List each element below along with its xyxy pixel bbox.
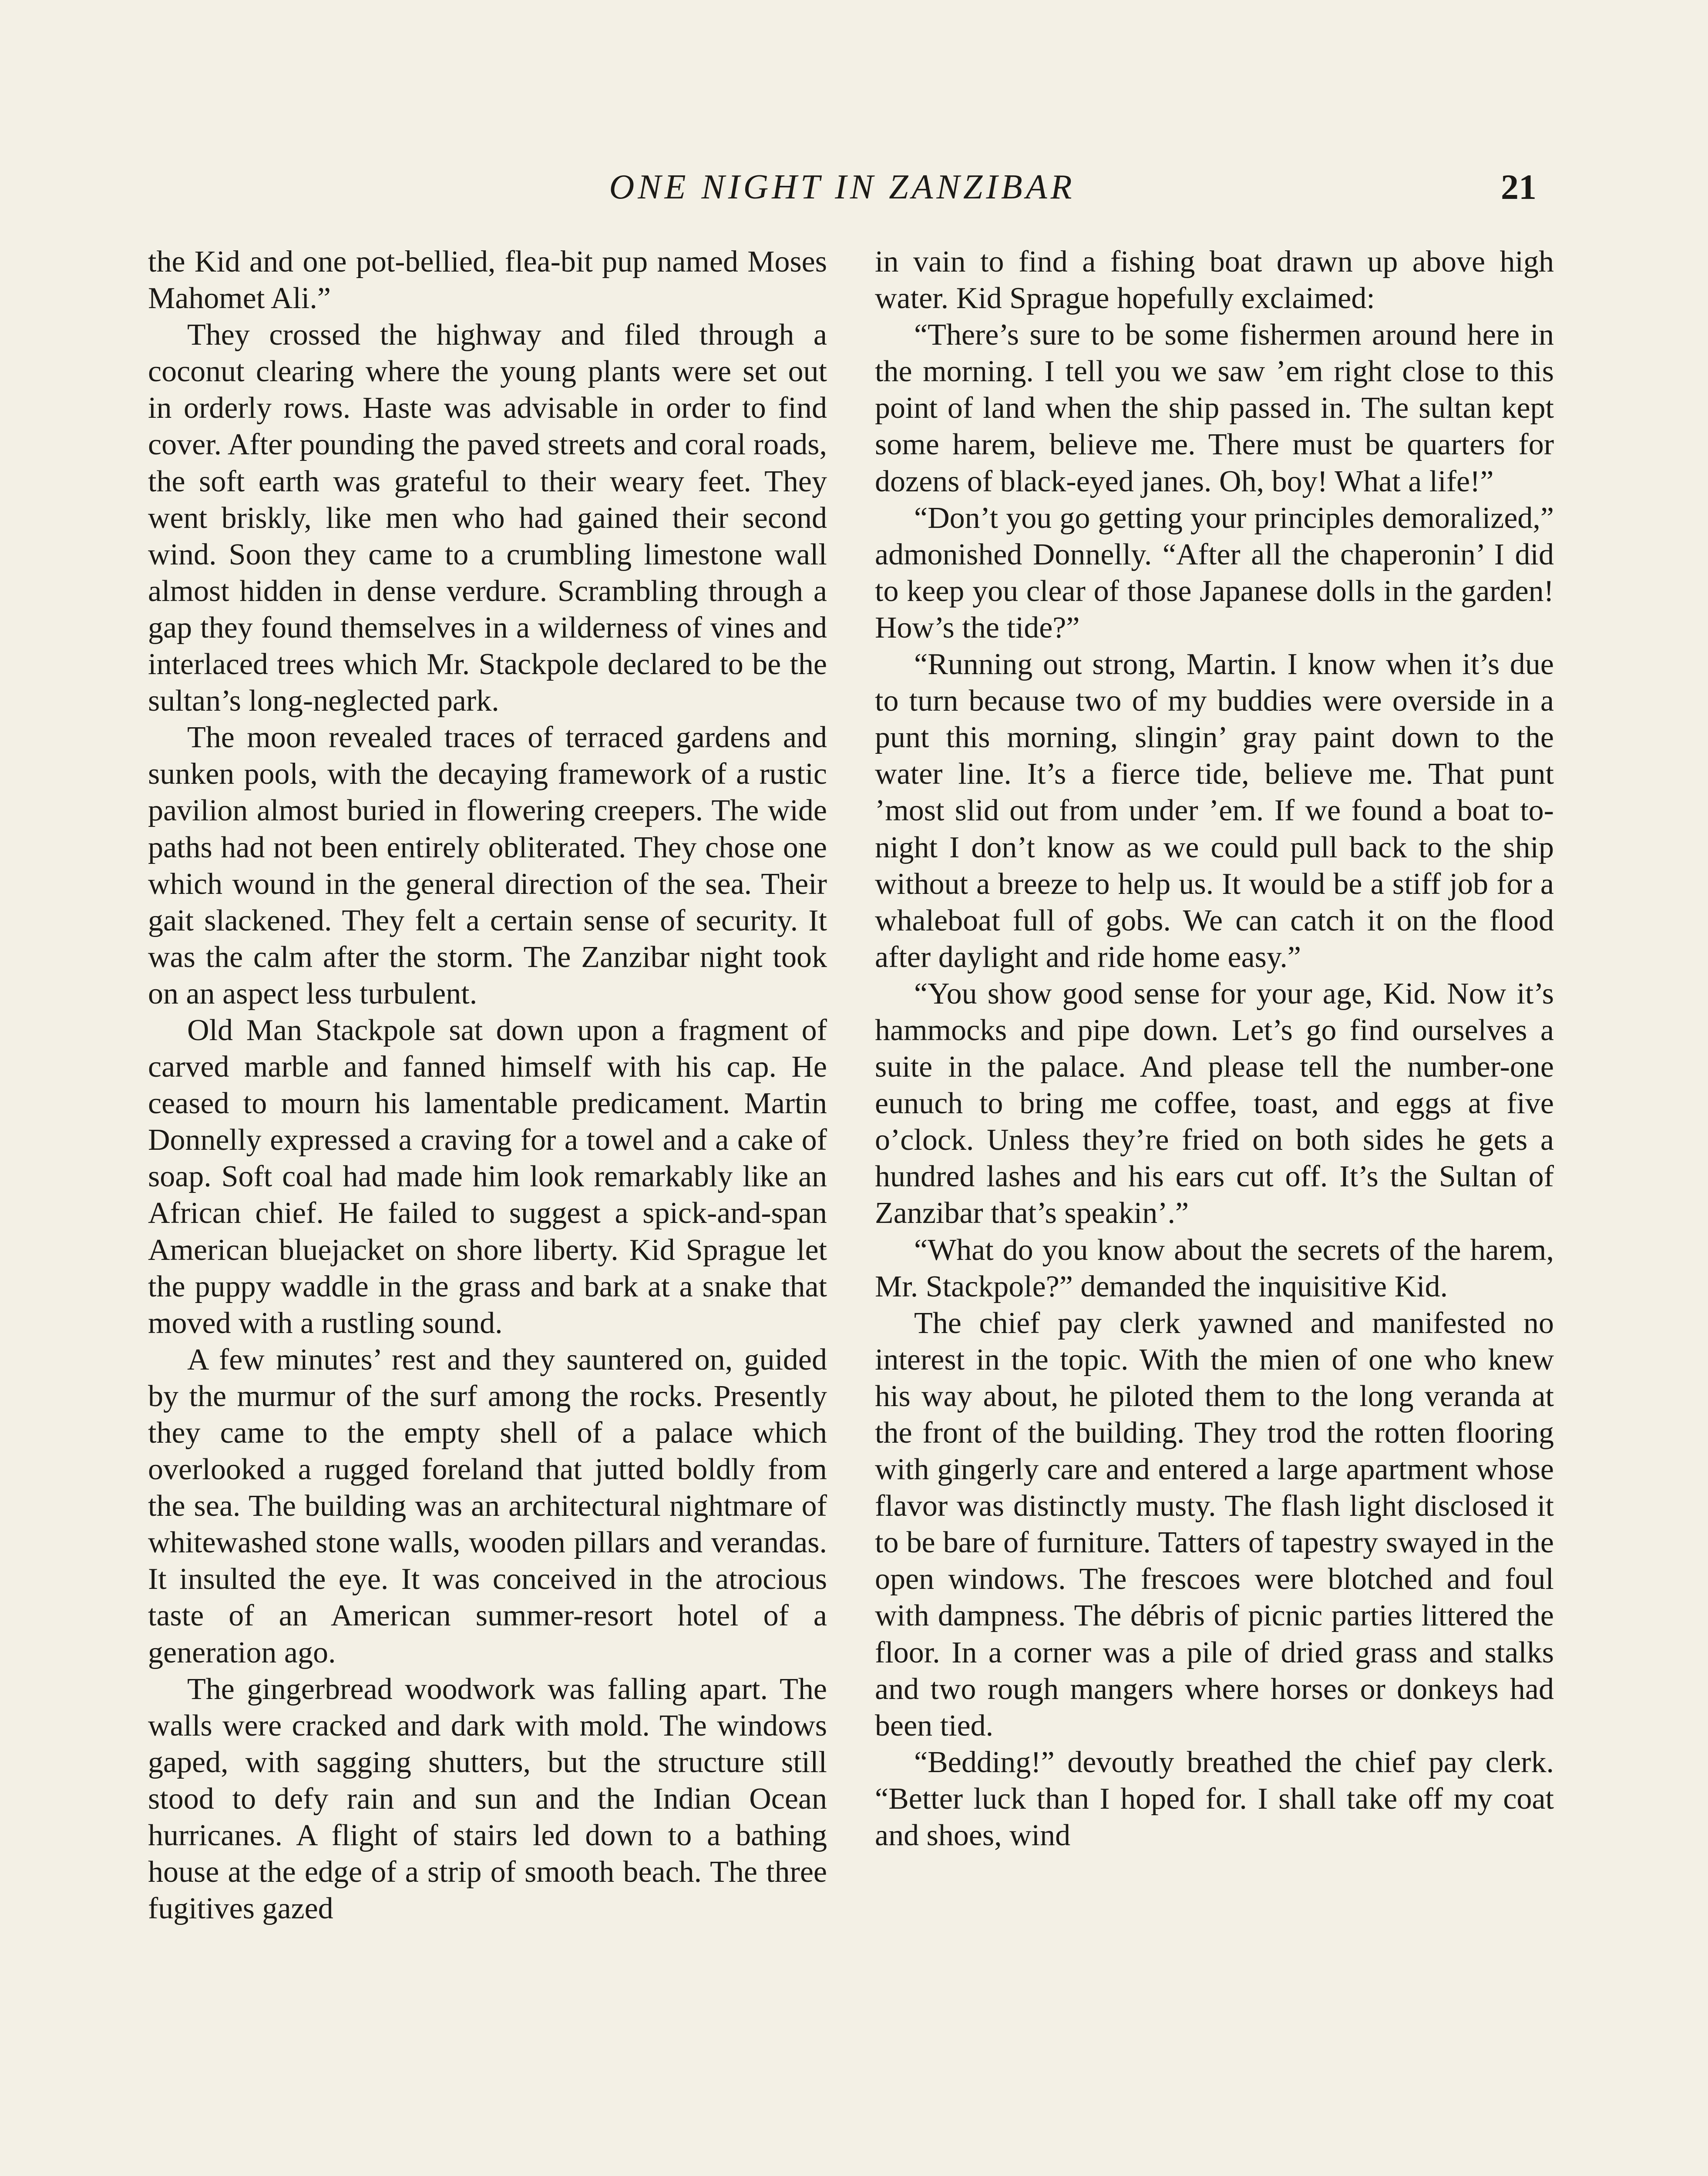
paragraph: They crossed the highway and filed through a coconut clearing where the young plants were set out in orderly rows. Haste was advisable in order to find cover. After pounding the paved streets and coral roads, the soft earth was grateful to their weary feet. They went briskly, like men who had gained their second wind. Soon they came to a crumbling limestone wall almost hidden in dense verdure. Scrambling through a gap they found themselves in a wilderness of vines and interlaced trees which Mr. Stackpole declared to be the sultan’s long-neglected park. (148, 318, 827, 718)
paragraph: Old Man Stackpole sat down upon a fragment of carved marble and fanned himself with his cap. He ceased to mourn his lamentable predicament. Martin Donnelly expressed a craving for a towel and a cake of soap. Soft coal had made him look remarkably like an African chief. He failed to suggest a spick-and-span American bluejacket on shore liberty. Kid Sprague let the puppy waddle in the grass and bark at a snake that moved with a rustling sound. (148, 1013, 827, 1340)
paragraph: The moon revealed traces of terraced gardens and sunken pools, with the decaying framework of a rustic pavilion almost buried in flowering creepers. The wide paths had not been entirely obliterated. They chose one which wound in the general direction of the sea. Their gait slackened. They felt a certain sense of security. It was the calm after the storm. The Zanzibar night took on an aspect less turbulent. (148, 721, 827, 1011)
paragraph: “What do you know about the secrets of the harem, Mr. Stackpole?” demanded the inquisitive Kid. (875, 1233, 1554, 1303)
paragraph: The chief pay clerk yawned and manifested no interest in the topic. With the mien of one who knew his way about, he piloted them to the long veranda at the front of the building. They trod the rotten flooring with gingerly care and entered a large apartment whose flavor was distinctly musty. The flash light disclosed it to be bare of furniture. Tatters of tapestry swayed in the open windows. The frescoes were blotched and foul with dampness. The débris of picnic parties littered the floor. In a corner was a pile of dried grass and stalks and two rough mangers where horses or donkeys had been tied. (875, 1306, 1554, 1743)
page-header (148, 163, 1537, 215)
paragraph: “Running out strong, Martin. I know when it’s due to turn because two of my buddies were overside in a punt this morning, slingin’ gray paint down to the water line. It’s a fierce tide, believe me. That punt ’most slid out from under ’em. If we found a boat to-night I don’t know as we could pull back to the ship without a breeze to help us. It would be a stiff job for a whaleboat full of gobs. We can catch it on the flood after daylight and ride home easy.” (875, 648, 1554, 974)
paragraph: “Don’t you go getting your principles demoralized,” admonished Donnelly. “After all the chaperonin’ I did to keep you clear of those Japanese dolls in the garden! How’s the tide?” (875, 501, 1554, 645)
page-number: 21 (1501, 167, 1537, 207)
paragraph: the Kid and one pot-bellied, flea-bit pup named Moses Mahomet Ali.” (148, 245, 827, 316)
paragraph: A few minutes’ rest and they sauntered on, guided by the murmur of the surf among the rocks. Presently they came to the empty shell of a palace which overlooked a rugged foreland that jutted boldly from the sea. The building was an architectural nightmare of whitewashed stone walls, wooden pillars and verandas. It insulted the eye. It was conceived in the atrocious taste of an American summer-resort hotel of a generation ago. (148, 1343, 827, 1669)
paragraph: The gingerbread woodwork was falling apart. The walls were cracked and dark with mold. The windows gaped, with sagging shutters, but the structure still stood to defy rain and sun and the Indian Ocean hurricanes. A flight of stairs led down to a bathing house at the edge of a strip of smooth beach. The three fugitives gazed (148, 1672, 827, 1926)
paragraph: “You show good sense for your age, Kid. Now it’s hammocks and pipe down. Let’s go find ourselves a suite in the palace. And please tell the number-one eunuch to bring me coffee, toast, and eggs at five o’clock. Unless they’re fried on both sides he gets a hundred lashes and his ears cut off. It’s the Sultan of Zanzibar that’s speakin’.” (875, 977, 1554, 1230)
paragraph: “There’s sure to be some fishermen around here in the morning. I tell you we saw ’em right close to this point of land when the ship passed in. The sultan kept some harem, believe me. There must be quarters for dozens of black-eyed janes. Oh, boy! What a life!” (875, 318, 1554, 498)
running-title: ONE NIGHT IN ZANZIBAR (609, 168, 1076, 206)
paragraph: “Bedding!” devoutly breathed the chief pay clerk. “Better luck than I hoped for. I shall take off my coat and shoes, wind (875, 1745, 1554, 1853)
right-text-column (875, 244, 1554, 1854)
paragraph: in vain to find a fishing boat drawn up above high water. Kid Sprague hopefully exclaimed: (875, 245, 1554, 316)
left-text-column (148, 244, 827, 1927)
